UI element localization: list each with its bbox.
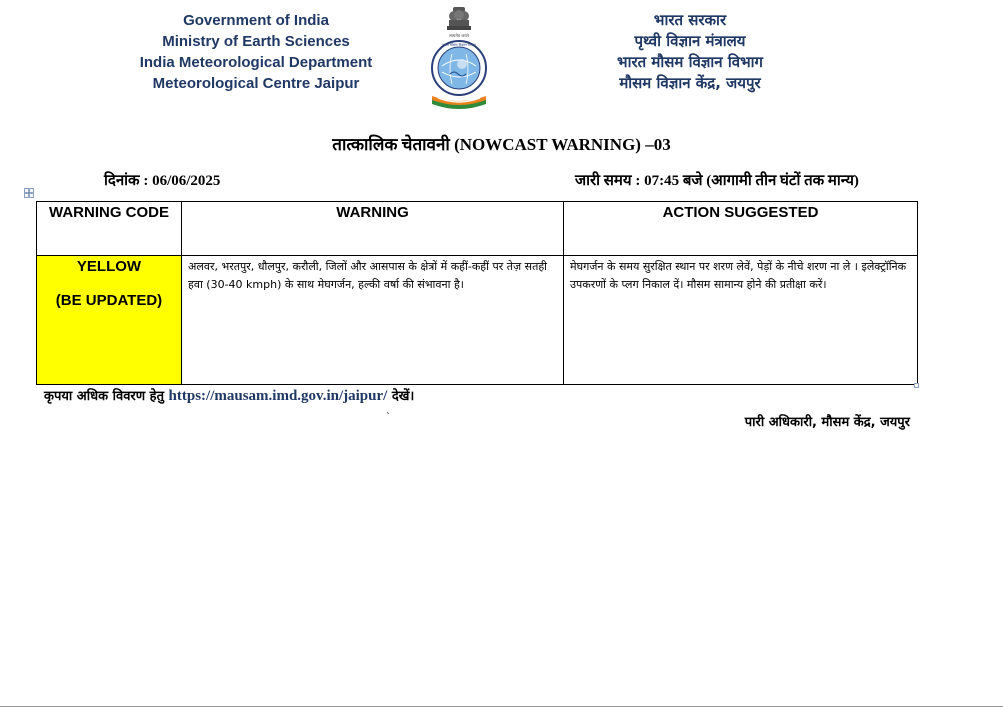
- header-action-suggested: ACTION SUGGESTED: [564, 202, 918, 256]
- header-hi-line-4: मौसम विज्ञान केंद्र, जयपुर: [619, 74, 761, 92]
- header-en-line-4: Meteorological Centre Jaipur: [152, 75, 360, 92]
- warning-level: YELLOW: [76, 258, 142, 275]
- document-title: तात्कालिक चेतावनी (NOWCAST WARNING) –03: [332, 135, 671, 154]
- stray-mark: `: [386, 410, 390, 424]
- imd-logo: [428, 6, 490, 112]
- table-header-row: [37, 202, 918, 256]
- warning-level-note: (BE UPDATED): [55, 292, 163, 309]
- svg-text:सत्यमेव जयते: सत्यमेव जयते: [449, 33, 469, 38]
- header-english: [120, 10, 392, 94]
- more-info-prefix: कृपया अधिक विवरण हेतु: [44, 389, 169, 404]
- header-warning-code: WARNING CODE: [37, 202, 182, 256]
- table-resize-handle[interactable]: [914, 383, 919, 388]
- header-warning: WARNING: [182, 202, 564, 256]
- warning-table: [36, 201, 918, 385]
- header-hi-line-1: भारत सरकार: [653, 11, 727, 29]
- header-en-line-2: Ministry of Earth Sciences: [162, 33, 350, 50]
- table-row: [37, 256, 918, 385]
- header-hi-line-3: भारत मौसम विज्ञान विभाग: [617, 53, 763, 71]
- more-info-line: [44, 386, 414, 405]
- emblem-ring-text: भारत मौसम विज्ञान विभाग: [442, 43, 476, 47]
- header-en-line-3: India Meteorological Department: [139, 54, 373, 71]
- more-info-suffix: देखें।: [387, 389, 415, 404]
- page-bottom-border: [0, 706, 1003, 707]
- signature-line: पारी अधिकारी, मौसम केंद्र, जयपुर: [744, 415, 910, 430]
- header-hi-line-2: पृथ्वी विज्ञान मंत्रालय: [634, 32, 746, 50]
- more-info-link[interactable]: https://mausam.imd.gov.in/jaipur/: [168, 388, 388, 404]
- table-move-handle-icon[interactable]: [24, 188, 34, 198]
- header-hindi: [575, 10, 805, 94]
- action-text: मेघगर्जन के समय सुरक्षित स्थान पर शरण लेवें, पेड़ों के नीचे शरण ना ले । इलेक्ट्रॉनिक उपकरणों के प्लग निकाल दें। मौसम सामान्य होने की प्रतीक्षा करें।: [564, 256, 918, 385]
- warning-text: अलवर, भरतपुर, धौलपुर, करौली, जिलों और आसपास के क्षेत्रों में कहीं-कहीं पर तेज़ सतही हवा (30-40 kmph) के साथ मेघगर्जन, हल्की वर्षा की संभावना है।: [182, 256, 564, 385]
- date-line: दिनांक : 06/06/2025: [104, 173, 221, 189]
- header-en-line-1: Government of India: [183, 12, 329, 29]
- issue-time-line: जारी समय : 07:45 बजे (आगामी तीन घंटों तक मान्य): [575, 173, 859, 189]
- warning-code-cell: [37, 256, 182, 385]
